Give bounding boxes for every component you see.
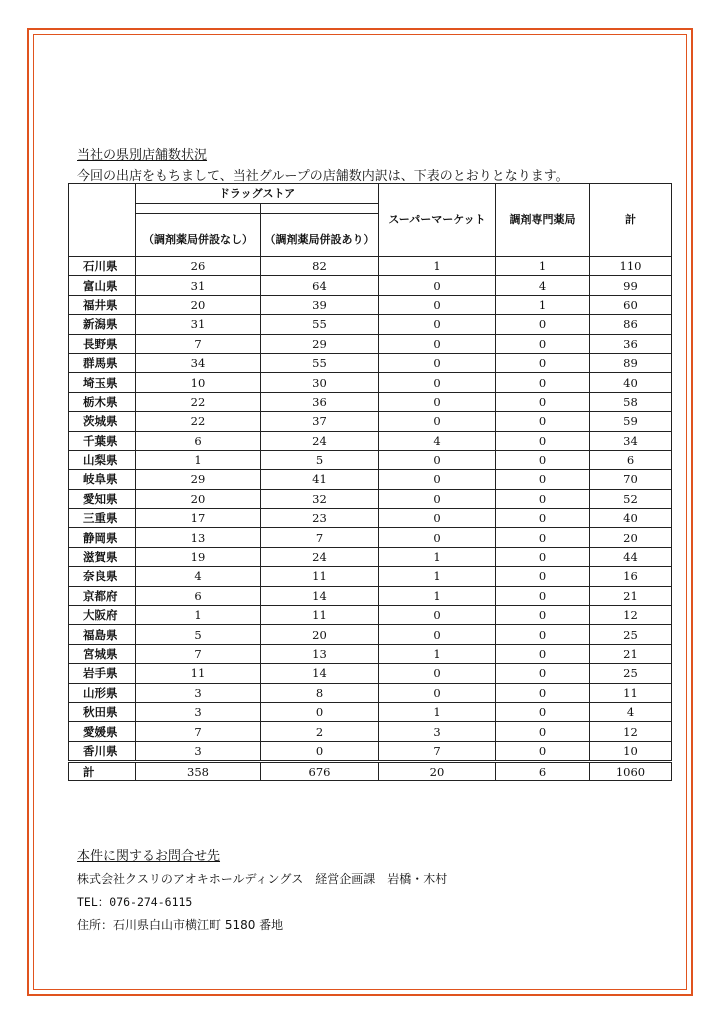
value-cell: 0 bbox=[379, 353, 496, 372]
table-row bbox=[69, 295, 672, 314]
drug-no-pharmacy-header: （調剤薬局併設なし） bbox=[136, 204, 261, 257]
value-cell: 55 bbox=[261, 353, 379, 372]
value-cell: 4 bbox=[379, 431, 496, 450]
contact-address: 住所：石川県白山市横江町 5180 番地 bbox=[77, 918, 284, 932]
value-cell: 40 bbox=[590, 373, 672, 392]
prefecture-cell: 福島県 bbox=[69, 625, 136, 644]
total-label: 計 bbox=[69, 762, 136, 781]
value-cell: 25 bbox=[590, 664, 672, 683]
prefecture-cell: 京都府 bbox=[69, 586, 136, 605]
table-row bbox=[69, 353, 672, 372]
prefecture-cell: 宮城県 bbox=[69, 644, 136, 663]
value-cell: 31 bbox=[136, 276, 261, 295]
intro-text: 今回の出店をもちまして、当社グループの店舗数内訳は、下表のとおりとなります。 bbox=[77, 169, 569, 184]
table-row bbox=[69, 431, 672, 450]
table-row bbox=[69, 586, 672, 605]
value-cell: 23 bbox=[261, 509, 379, 528]
value-cell: 10 bbox=[136, 373, 261, 392]
value-cell: 1 bbox=[379, 586, 496, 605]
value-cell: 32 bbox=[261, 489, 379, 508]
value-cell: 0 bbox=[496, 392, 590, 411]
value-cell: 34 bbox=[136, 353, 261, 372]
table-row bbox=[69, 606, 672, 625]
value-cell: 1 bbox=[136, 606, 261, 625]
value-cell: 4 bbox=[590, 702, 672, 721]
value-cell: 89 bbox=[590, 353, 672, 372]
value-cell: 0 bbox=[379, 373, 496, 392]
supermarket-header: スーパーマーケット bbox=[379, 184, 496, 257]
value-cell: 0 bbox=[496, 586, 590, 605]
value-cell: 10 bbox=[590, 741, 672, 761]
prefecture-cell: 栃木県 bbox=[69, 392, 136, 411]
value-cell: 0 bbox=[379, 489, 496, 508]
value-cell: 7 bbox=[261, 528, 379, 547]
table-row bbox=[69, 741, 672, 761]
value-cell: 1 bbox=[136, 450, 261, 469]
table-row bbox=[69, 509, 672, 528]
table-row bbox=[69, 528, 672, 547]
table-row bbox=[69, 334, 672, 353]
value-cell: 0 bbox=[379, 276, 496, 295]
value-cell: 0 bbox=[496, 373, 590, 392]
prefecture-cell: 奈良県 bbox=[69, 567, 136, 586]
drug-with-pharmacy-header: （調剤薬局併設あり） bbox=[261, 204, 379, 257]
value-cell: 17 bbox=[136, 509, 261, 528]
prefecture-cell: 山梨県 bbox=[69, 450, 136, 469]
value-cell: 20 bbox=[261, 625, 379, 644]
value-cell: 12 bbox=[590, 606, 672, 625]
table-row bbox=[69, 470, 672, 489]
table-row bbox=[69, 257, 672, 276]
value-cell: 11 bbox=[261, 606, 379, 625]
value-cell: 11 bbox=[590, 683, 672, 702]
prefecture-cell: 千葉県 bbox=[69, 431, 136, 450]
value-cell: 110 bbox=[590, 257, 672, 276]
value-cell: 0 bbox=[379, 392, 496, 411]
total-header: 計 bbox=[590, 184, 672, 257]
value-cell: 0 bbox=[496, 741, 590, 761]
value-cell: 1 bbox=[496, 257, 590, 276]
table-row bbox=[69, 547, 672, 566]
value-cell: 2 bbox=[261, 722, 379, 741]
total-row bbox=[69, 762, 672, 781]
value-cell: 1 bbox=[379, 567, 496, 586]
prefecture-cell: 大阪府 bbox=[69, 606, 136, 625]
table-row bbox=[69, 683, 672, 702]
value-cell: 11 bbox=[136, 664, 261, 683]
value-cell: 0 bbox=[379, 664, 496, 683]
value-cell: 59 bbox=[590, 412, 672, 431]
value-cell: 8 bbox=[261, 683, 379, 702]
value-cell: 7 bbox=[379, 741, 496, 761]
table-row bbox=[69, 644, 672, 663]
table-row bbox=[69, 567, 672, 586]
value-cell: 0 bbox=[496, 606, 590, 625]
drugstore-group-header: ドラッグストア bbox=[136, 184, 379, 204]
value-cell: 0 bbox=[379, 509, 496, 528]
value-cell: 1 bbox=[496, 295, 590, 314]
table-row bbox=[69, 450, 672, 469]
value-cell: 31 bbox=[136, 315, 261, 334]
value-cell: 14 bbox=[261, 586, 379, 605]
section-heading: 当社の県別店舗数状況 bbox=[77, 148, 208, 163]
value-cell: 64 bbox=[261, 276, 379, 295]
value-cell: 0 bbox=[496, 702, 590, 721]
value-cell: 29 bbox=[261, 334, 379, 353]
value-cell: 40 bbox=[590, 509, 672, 528]
value-cell: 86 bbox=[590, 315, 672, 334]
value-cell: 0 bbox=[379, 625, 496, 644]
value-cell: 0 bbox=[496, 625, 590, 644]
total-cell: 20 bbox=[379, 762, 496, 781]
value-cell: 30 bbox=[261, 373, 379, 392]
value-cell: 0 bbox=[496, 547, 590, 566]
value-cell: 0 bbox=[379, 683, 496, 702]
prefecture-cell: 愛媛県 bbox=[69, 722, 136, 741]
value-cell: 3 bbox=[136, 702, 261, 721]
prefecture-cell: 静岡県 bbox=[69, 528, 136, 547]
table-row bbox=[69, 625, 672, 644]
value-cell: 0 bbox=[496, 528, 590, 547]
total-cell: 1060 bbox=[590, 762, 672, 781]
value-cell: 0 bbox=[496, 644, 590, 663]
value-cell: 0 bbox=[496, 683, 590, 702]
total-cell: 358 bbox=[136, 762, 261, 781]
value-cell: 34 bbox=[590, 431, 672, 450]
value-cell: 70 bbox=[590, 470, 672, 489]
value-cell: 19 bbox=[136, 547, 261, 566]
prefecture-cell: 群馬県 bbox=[69, 353, 136, 372]
contact-title: 本件に関するお問合せ先 bbox=[77, 849, 221, 864]
table-row bbox=[69, 412, 672, 431]
prefecture-cell: 山形県 bbox=[69, 683, 136, 702]
prefecture-cell: 岐阜県 bbox=[69, 470, 136, 489]
prefecture-cell: 茨城県 bbox=[69, 412, 136, 431]
value-cell: 29 bbox=[136, 470, 261, 489]
value-cell: 0 bbox=[496, 664, 590, 683]
value-cell: 4 bbox=[136, 567, 261, 586]
value-cell: 16 bbox=[590, 567, 672, 586]
value-cell: 13 bbox=[261, 644, 379, 663]
store-count-table bbox=[68, 183, 672, 781]
value-cell: 52 bbox=[590, 489, 672, 508]
value-cell: 12 bbox=[590, 722, 672, 741]
prefecture-cell: 香川県 bbox=[69, 741, 136, 761]
value-cell: 5 bbox=[261, 450, 379, 469]
value-cell: 0 bbox=[379, 450, 496, 469]
value-cell: 0 bbox=[496, 470, 590, 489]
value-cell: 1 bbox=[379, 644, 496, 663]
value-cell: 5 bbox=[136, 625, 261, 644]
value-cell: 0 bbox=[379, 295, 496, 314]
prefecture-header bbox=[69, 184, 136, 257]
value-cell: 4 bbox=[496, 276, 590, 295]
value-cell: 0 bbox=[379, 334, 496, 353]
value-cell: 6 bbox=[136, 586, 261, 605]
prefecture-cell: 埼玉県 bbox=[69, 373, 136, 392]
value-cell: 0 bbox=[496, 509, 590, 528]
table-row bbox=[69, 276, 672, 295]
value-cell: 14 bbox=[261, 664, 379, 683]
value-cell: 20 bbox=[590, 528, 672, 547]
value-cell: 44 bbox=[590, 547, 672, 566]
value-cell: 7 bbox=[136, 644, 261, 663]
value-cell: 0 bbox=[496, 353, 590, 372]
contact-block bbox=[77, 845, 447, 937]
value-cell: 22 bbox=[136, 412, 261, 431]
value-cell: 36 bbox=[590, 334, 672, 353]
value-cell: 7 bbox=[136, 722, 261, 741]
table-row bbox=[69, 315, 672, 334]
table-row bbox=[69, 664, 672, 683]
value-cell: 0 bbox=[379, 315, 496, 334]
prefecture-cell: 愛知県 bbox=[69, 489, 136, 508]
value-cell: 22 bbox=[136, 392, 261, 411]
table-row bbox=[69, 392, 672, 411]
value-cell: 0 bbox=[261, 702, 379, 721]
total-cell: 6 bbox=[496, 762, 590, 781]
value-cell: 39 bbox=[261, 295, 379, 314]
table-row bbox=[69, 373, 672, 392]
value-cell: 13 bbox=[136, 528, 261, 547]
contact-tel: TEL：076-274-6115 bbox=[77, 895, 193, 909]
value-cell: 11 bbox=[261, 567, 379, 586]
value-cell: 55 bbox=[261, 315, 379, 334]
value-cell: 1 bbox=[379, 257, 496, 276]
value-cell: 0 bbox=[496, 431, 590, 450]
contact-company: 株式会社クスリのアオキホールディングス 経営企画課 岩橋・木村 bbox=[77, 872, 448, 886]
prefecture-cell: 富山県 bbox=[69, 276, 136, 295]
prefecture-cell: 滋賀県 bbox=[69, 547, 136, 566]
prefecture-cell: 三重県 bbox=[69, 509, 136, 528]
value-cell: 0 bbox=[496, 412, 590, 431]
value-cell: 0 bbox=[496, 450, 590, 469]
value-cell: 0 bbox=[496, 567, 590, 586]
value-cell: 20 bbox=[136, 295, 261, 314]
value-cell: 0 bbox=[496, 334, 590, 353]
value-cell: 60 bbox=[590, 295, 672, 314]
value-cell: 6 bbox=[136, 431, 261, 450]
prefecture-cell: 福井県 bbox=[69, 295, 136, 314]
value-cell: 21 bbox=[590, 586, 672, 605]
prefecture-cell: 岩手県 bbox=[69, 664, 136, 683]
value-cell: 26 bbox=[136, 257, 261, 276]
value-cell: 99 bbox=[590, 276, 672, 295]
value-cell: 36 bbox=[261, 392, 379, 411]
dispensing-header: 調剤専門薬局 bbox=[496, 184, 590, 257]
total-cell: 676 bbox=[261, 762, 379, 781]
value-cell: 0 bbox=[496, 315, 590, 334]
table-body bbox=[69, 257, 672, 762]
prefecture-cell: 新潟県 bbox=[69, 315, 136, 334]
value-cell: 25 bbox=[590, 625, 672, 644]
value-cell: 21 bbox=[590, 644, 672, 663]
table-row bbox=[69, 702, 672, 721]
value-cell: 3 bbox=[136, 741, 261, 761]
value-cell: 0 bbox=[379, 412, 496, 431]
prefecture-cell: 石川県 bbox=[69, 257, 136, 276]
value-cell: 20 bbox=[136, 489, 261, 508]
value-cell: 3 bbox=[379, 722, 496, 741]
value-cell: 41 bbox=[261, 470, 379, 489]
value-cell: 1 bbox=[379, 547, 496, 566]
value-cell: 0 bbox=[379, 470, 496, 489]
value-cell: 3 bbox=[136, 683, 261, 702]
value-cell: 58 bbox=[590, 392, 672, 411]
prefecture-cell: 秋田県 bbox=[69, 702, 136, 721]
value-cell: 24 bbox=[261, 547, 379, 566]
prefecture-cell: 長野県 bbox=[69, 334, 136, 353]
value-cell: 0 bbox=[379, 528, 496, 547]
value-cell: 0 bbox=[379, 606, 496, 625]
value-cell: 0 bbox=[496, 489, 590, 508]
value-cell: 24 bbox=[261, 431, 379, 450]
value-cell: 1 bbox=[379, 702, 496, 721]
value-cell: 82 bbox=[261, 257, 379, 276]
value-cell: 37 bbox=[261, 412, 379, 431]
value-cell: 0 bbox=[496, 722, 590, 741]
table-row bbox=[69, 722, 672, 741]
value-cell: 7 bbox=[136, 334, 261, 353]
value-cell: 0 bbox=[261, 741, 379, 761]
table-row bbox=[69, 489, 672, 508]
value-cell: 6 bbox=[590, 450, 672, 469]
